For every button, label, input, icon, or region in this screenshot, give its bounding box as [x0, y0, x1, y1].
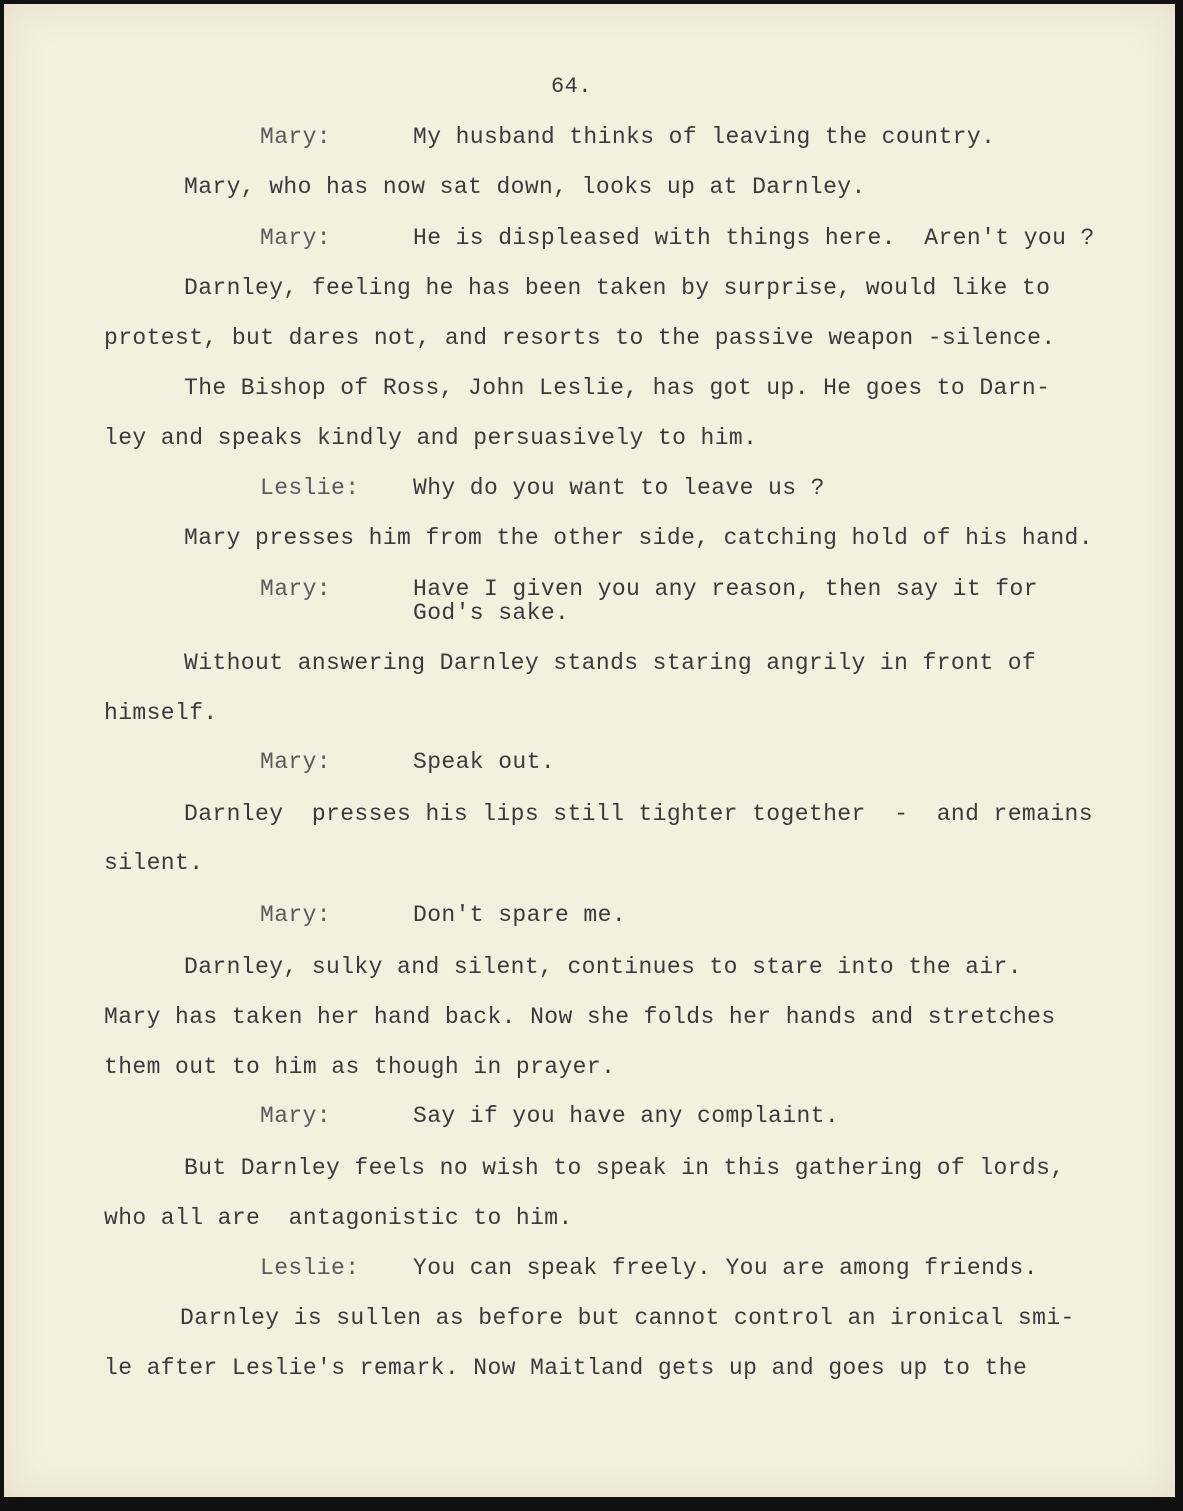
narrative-line: le after Leslie's remark. Now Maitland gets up and goes up to the	[104, 1355, 1028, 1381]
speaker-label: Mary:	[260, 225, 332, 251]
speaker-label: Mary:	[260, 576, 332, 602]
dialogue-line: You can speak freely. You are among friends.	[413, 1255, 1038, 1281]
narrative-line: But Darnley feels no wish to speak in this gathering of lords,	[184, 1155, 1065, 1181]
narrative-line: Without answering Darnley stands staring angrily in front of	[184, 650, 1037, 676]
dialogue-line: My husband thinks of leaving the country.	[413, 124, 996, 150]
narrative-line: Darnley is sullen as before but cannot control an ironical smi-	[180, 1305, 1075, 1331]
narrative-line: Darnley presses his lips still tighter together - and remains	[184, 801, 1093, 827]
narrative-line: Mary has taken her hand back. Now she folds her hands and stretches	[104, 1004, 1056, 1030]
narrative-line: Mary, who has now sat down, looks up at Darnley.	[184, 174, 866, 200]
narrative-line: himself.	[104, 700, 218, 726]
narrative-line: Mary presses him from the other side, catching hold of his hand.	[184, 525, 1093, 551]
speaker-label: Leslie:	[260, 475, 360, 501]
narrative-line: The Bishop of Ross, John Leslie, has got up. He goes to Darn-	[184, 375, 1051, 401]
speaker-label: Mary:	[260, 749, 332, 775]
typewritten-page	[4, 4, 1175, 1497]
narrative-line: silent.	[104, 850, 204, 876]
narrative-line: Darnley, feeling he has been taken by surprise, would like to	[184, 275, 1051, 301]
narrative-line: ley and speaks kindly and persuasively to him.	[104, 425, 758, 451]
dialogue-line: Have I given you any reason, then say it for	[413, 576, 1038, 602]
dialogue-line: Why do you want to leave us ?	[413, 475, 825, 501]
speaker-label: Mary:	[260, 902, 332, 928]
page-number: 64.	[551, 74, 592, 99]
narrative-line: them out to him as though in prayer.	[104, 1054, 616, 1080]
speaker-label: Mary:	[260, 1103, 332, 1129]
dialogue-line: Speak out.	[413, 749, 556, 775]
dialogue-line: Don't spare me.	[413, 902, 627, 928]
dialogue-line: He is displeased with things here. Aren't you ?	[413, 225, 1095, 251]
dialogue-line: God's sake.	[413, 600, 570, 626]
dialogue-line: Say if you have any complaint.	[413, 1103, 840, 1129]
narrative-line: protest, but dares not, and resorts to the passive weapon -silence.	[104, 325, 1056, 351]
narrative-line: who all are antagonistic to him.	[104, 1205, 573, 1231]
speaker-label: Leslie:	[260, 1255, 360, 1281]
narrative-line: Darnley, sulky and silent, continues to stare into the air.	[184, 954, 1022, 980]
speaker-label: Mary:	[260, 124, 332, 150]
